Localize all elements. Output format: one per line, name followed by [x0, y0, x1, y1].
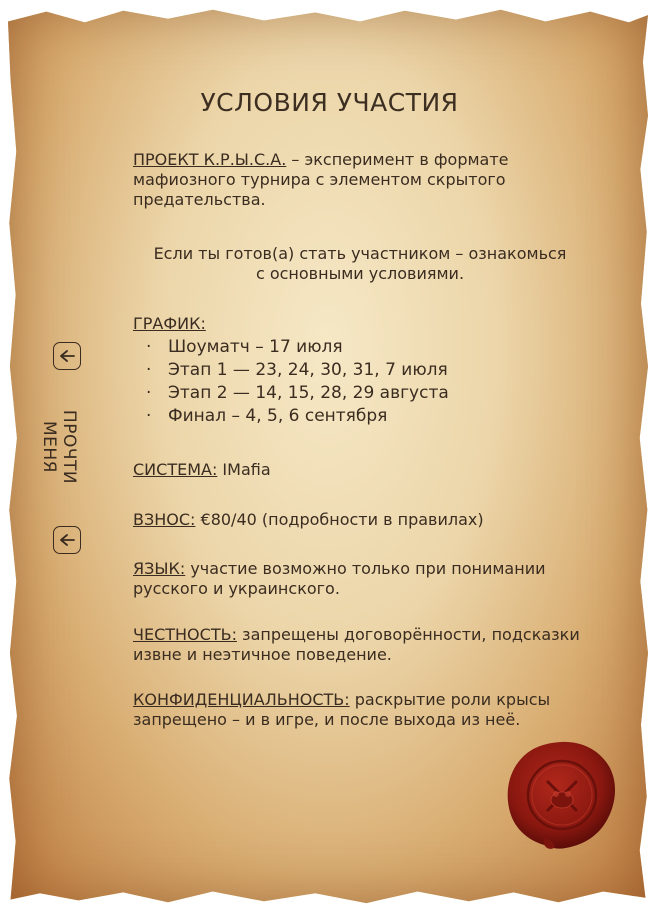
invite-paragraph: Если ты готов(а) стать участником – ознакомься с основными условиями. — [153, 244, 567, 283]
confidentiality-row: КОНФИДЕНЦИАЛЬНОСТЬ: раскрытие роли крысы запрещено – и в игре, и после выхода из неё. — [133, 690, 551, 729]
intro-paragraph: ПРОЕКТ К.Р.Ы.С.А. – эксперимент в формате мафиозного турнира с элементом скрытого предательства. — [133, 150, 509, 209]
page-title: УСЛОВИЯ УЧАСТИЯ — [200, 88, 459, 117]
arrow-left-button-top[interactable] — [53, 342, 81, 370]
system-row — [133, 460, 271, 480]
fee-row — [133, 510, 484, 530]
fee-label: ВЗНОС: — [133, 510, 196, 529]
fee-value: €80/40 (подробности в правилах) — [195, 510, 484, 529]
arrow-left-icon — [58, 349, 76, 363]
language-row: ЯЗЫК: участие возможно только при понимании русского и украинского. — [133, 559, 546, 598]
list-item: · Этап 1 — 23, 24, 30, 31, 7 июля — [146, 360, 448, 380]
project-label: ПРОЕКТ К.Р.Ы.С.А. — [133, 150, 287, 169]
list-item: · Шоуматч – 17 июля — [146, 337, 343, 357]
language-label: ЯЗЫК: — [133, 559, 186, 578]
arrow-left-button-bottom[interactable] — [53, 526, 81, 554]
schedule-list — [146, 336, 449, 428]
honesty-row: ЧЕСТНОСТЬ: запрещены договорённости, подсказки извне и неэтичное поведение. — [133, 625, 580, 664]
list-item: · Финал – 4, 5, 6 сентября — [146, 406, 388, 426]
arrow-left-icon — [58, 533, 76, 547]
schedule-label: ГРАФИК: — [133, 314, 206, 333]
confidentiality-label: КОНФИДЕНЦИАЛЬНОСТЬ: — [133, 690, 350, 709]
honesty-label: ЧЕСТНОСТЬ: — [133, 625, 237, 644]
list-item: · Этап 2 — 14, 15, 28, 29 августа — [146, 383, 449, 403]
wax-seal-icon — [504, 738, 618, 852]
read-me-side-tab[interactable] — [39, 342, 92, 554]
system-label: СИСТЕМА: — [133, 460, 218, 479]
system-value: IMafia — [217, 460, 271, 479]
read-me-label: ПРОЧТИ МЕНЯ — [39, 409, 79, 485]
